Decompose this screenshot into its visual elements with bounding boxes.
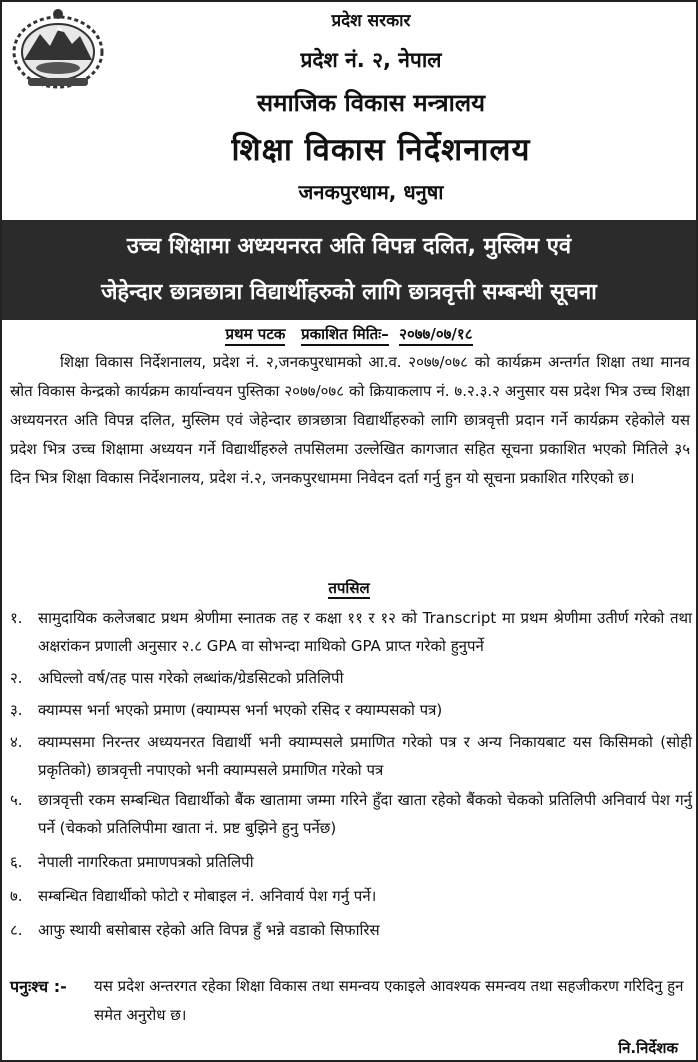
item-text: छात्रवृत्ती रकम सम्बन्धित विद्यार्थीको बैंक खातामा जम्मा गरिने हुँदा खाता रहेको बैंकको चेकको प्रतिलिपी अनिवार्य पेश गर्नु पर्ने (चेकको प्रतिलिपीमा खाता नं. प्रष्ट बुझिने हुनु पर्नेछ): [38, 791, 692, 837]
list-item: [10, 848, 692, 876]
directorate-label: शिक्षा विकास निर्देशनालय: [231, 132, 531, 168]
item-text: नेपाली नागरिकता प्रमाणपत्रको प्रतिलिपी: [38, 853, 254, 871]
item-text: आफु स्थायी बसोबास रहेको अति विपन्न हुँ भन्ने वडाको सिफारिस: [38, 921, 380, 939]
location-label: जनकपुरधाम, धनुषा: [298, 180, 444, 204]
list-item: [10, 664, 692, 692]
item-number: ३.: [10, 701, 23, 719]
item-text: क्याम्पसमा निरन्तर अध्ययनरत विद्यार्थी भनी क्याम्पसले प्रमाणित गरेको पत्र र अन्य निकायबाट यस किसिमको (सोही प्रकृतिको) छात्रवृत्ती नपाएको भनी क्याम्पसले प्रमाणित गरेको पत्र: [38, 733, 692, 779]
item-number: ५.: [10, 791, 23, 809]
list-item: [10, 786, 692, 842]
notice-body: शिक्षा विकास निर्देशनालय, प्रदेश नं. २,जनकपुरधामको आ.व. २०७७/०७८ को कार्यक्रम अन्तर्गत शिक्षा तथा मानव स्रोत विकास केन्द्रको कार्यक्रम कार्यान्वयन पुस्तिका २०७७/०७८ को क्रियाकलाप नं. ७.२.३.२ अनुसार यस प्रदेश भित्र उच्च शिक्षा अध्ययनरत अति विपन्न दलित, मुस्लिम एवं जेहेन्दार छात्रछात्रा विद्यार्थीहरुको लागि छात्रवृत्ती प्रदान गर्ने कार्यक्रम रहेकोले यस प्रदेश भित्र उच्च शिक्षामा अध्ययन गर्ने विद्यार्थीहरुले तपसिलमा उल्लेखित कागजात सहित सूचना प्रकाशित भएको मितिले ३५ दिन भित्र शिक्षा विकास निर्देशनालय, प्रदेश नं.२, जनकपुरधाममा निवेदन दर्ता गर्नु हुन यो सूचना प्रकाशित गरिएको छ।: [10, 353, 690, 487]
list-item: [10, 696, 692, 724]
item-number: ६.: [10, 853, 23, 871]
postscript-text: यस प्रदेश अन्तरगत रहेका शिक्षा विकास तथा समन्वय एकाइले आवश्यक समन्वय तथा सहजीकरण गरिदिनु हुन समेत अनुरोध छ।: [94, 977, 684, 1024]
government-label: प्रदेश सरकार: [331, 11, 411, 31]
postscript-label: पनुःश्च :-: [10, 977, 67, 996]
publication-date-label: प्रकाशित मितिः–: [301, 325, 389, 346]
list-item: [10, 882, 692, 910]
list-item: [10, 916, 692, 944]
item-number: ८.: [10, 921, 23, 939]
item-text: सम्बन्धित विद्यार्थीको फोटो र मोबाइल नं. अनिवार्य पेश गर्नु पर्ने।: [38, 887, 377, 905]
publication-date: २०७७/०७/१८: [399, 325, 472, 346]
item-number: २.: [10, 669, 23, 687]
ministry-label: समाजिक विकास मन्त्रालय: [256, 89, 486, 117]
publication-info: [2, 324, 696, 344]
title-line-1: उच्च शिक्षामा अध्ययनरत अति विपन्न दलित, मुस्लिम एवं: [126, 234, 572, 259]
publication-label: प्रथम पटक: [225, 325, 285, 346]
notice-title-banner: [2, 220, 696, 320]
title-line-2: जेहेन्दार छात्रछात्रा विद्यार्थीहरुको लागि छात्रवृत्ती सम्बन्धी सूचना: [101, 280, 597, 305]
province-label: प्रदेश नं. २, नेपाल: [300, 48, 442, 72]
tapasil-heading-text: तपसिल: [328, 579, 370, 597]
item-text: सामुदायिक कलेजबाट प्रथम श्रेणीमा स्नातक तह र कक्षा ११ र १२ को Transcript मा प्रथम श्रेणीमा उतीर्ण गरेको तथा अक्षरांकन प्रणाली अनुसार २.८ GPA वा सोभन्दा माथिको GPA प्राप्त गरेको हुनुपर्ने: [38, 609, 692, 655]
item-number: १.: [10, 609, 23, 627]
item-number: ४.: [10, 733, 23, 751]
requirements-list: [10, 604, 692, 944]
signature-label: नि.निर्देशक: [618, 1039, 678, 1057]
list-item: [10, 728, 692, 784]
item-number: ७.: [10, 887, 23, 905]
tapasil-heading: [2, 578, 696, 598]
list-item: [10, 604, 692, 660]
item-text: अघिल्लो वर्ष/तह पास गरेको लब्धांक/ग्रेडसिटको प्रतिलिपी: [38, 669, 344, 687]
postscript: [10, 972, 692, 1030]
item-text: क्याम्पस भर्ना भएको प्रमाण (क्याम्पस भर्ना भएको रसिद र क्याम्पसको पत्र): [38, 701, 443, 719]
